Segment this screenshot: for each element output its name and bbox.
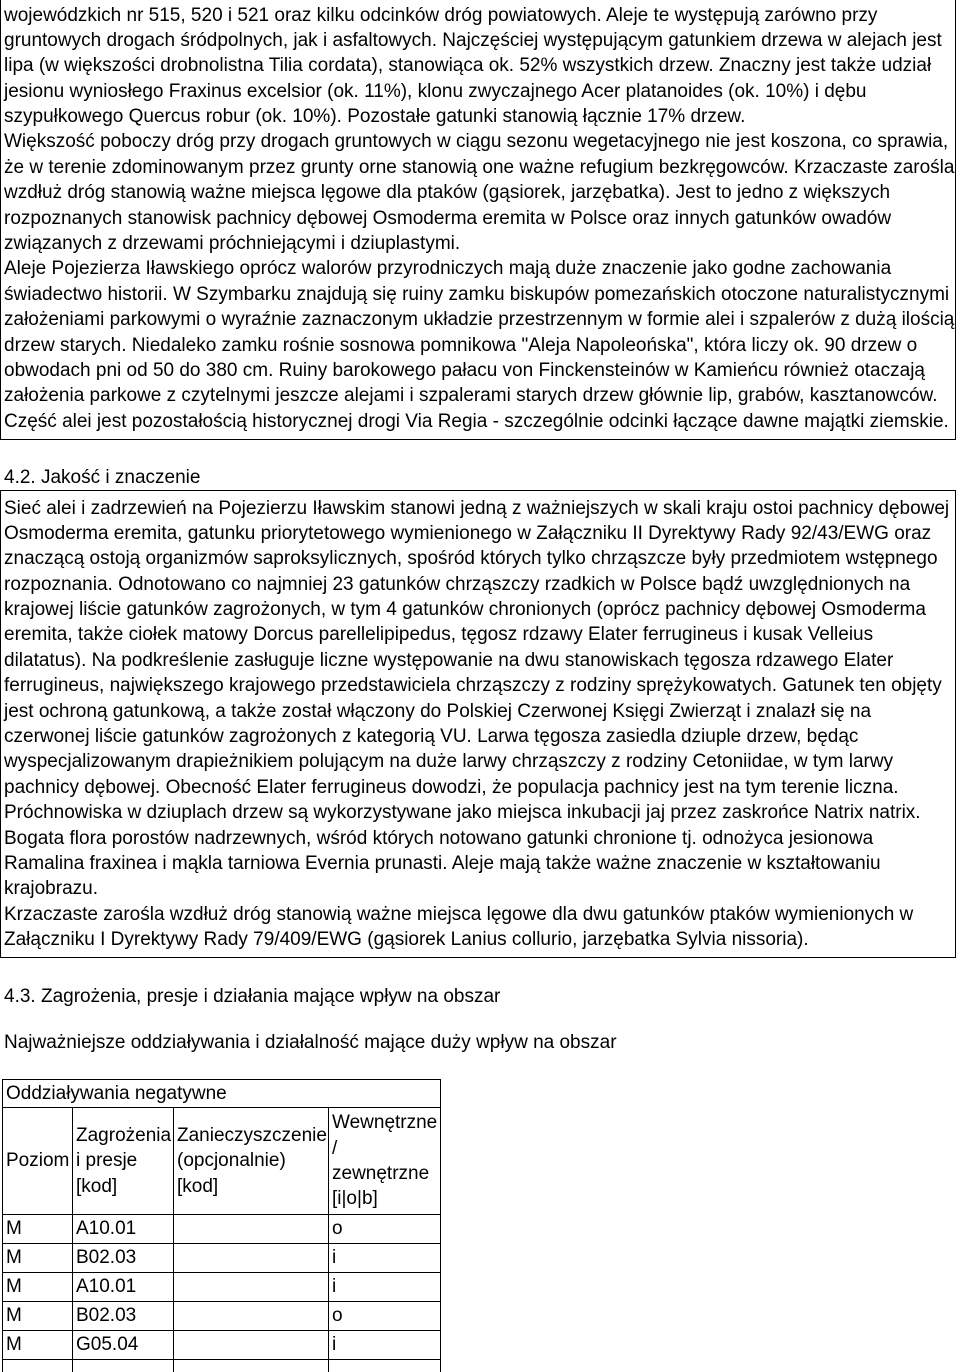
table-cell-threat-code: B02.03 bbox=[73, 1244, 174, 1273]
text-line: lipa (w większości drobnolistna Tilia cordata), stanowiąca ok. 52% wszystkich drzew. Znaczny jest także udział bbox=[4, 55, 932, 77]
table-cell-origin: i bbox=[329, 1331, 441, 1360]
table-cell-level: M bbox=[3, 1273, 73, 1302]
header-line: [kod] bbox=[177, 1175, 219, 1197]
text-line: że w terenie zdominowanym przez grunty orne stanowią one ważne refugium bezkręgowców. Krzaczaste zarośla bbox=[4, 156, 955, 178]
table-cell-level: M bbox=[3, 1331, 73, 1360]
header-line: i presje bbox=[76, 1150, 138, 1172]
table-cell-pollution-code bbox=[174, 1360, 329, 1372]
text-line: Krzaczaste zarośla wzdłuż dróg stanowią ważne miejsca lęgowe dla dwu gatunków ptaków wymienionych w bbox=[4, 903, 914, 925]
header-line: Zanieczyszczenie bbox=[177, 1124, 327, 1146]
table-caption: Oddziaływania negatywne bbox=[3, 1080, 441, 1108]
text-line: gruntowych drogach śródpolnych, jak i asfaltowych. Najczęściej występującym gatunkiem drzewa w alejach jest bbox=[4, 29, 942, 51]
text-line: Sieć alei i zadrzewień na Pojezierzu Iławskim stanowi jedną z ważniejszych w skali kraju ostoi pachnicy dębowej bbox=[4, 497, 950, 519]
text-line: ferrugineus, największego krajowego przedstawiciela chrząszczy z rodziny sprężykowatych. Gatunek ten objęty bbox=[4, 675, 942, 697]
text-line: Część alei jest pozostałością historycznej drogi Via Regia - szczególnie odcinki łączące dawne majątki ziemskie. bbox=[4, 410, 949, 432]
description-box bbox=[0, 0, 956, 440]
table-cell-origin: i bbox=[329, 1273, 441, 1302]
table-cell-threat-code: G05.04 bbox=[73, 1331, 174, 1360]
table-cell-pollution-code bbox=[174, 1273, 329, 1302]
table-cell-pollution-code bbox=[174, 1331, 329, 1360]
table-cell-level: M bbox=[3, 1244, 73, 1273]
column-header-level bbox=[3, 1108, 73, 1215]
text-line: jest ochroną gatunkową, a także został włączony do Polskiej Czerwonej Księgi Zwierząt i znalazł się na bbox=[4, 700, 872, 722]
table-row bbox=[3, 1302, 441, 1331]
table-row bbox=[3, 1244, 441, 1273]
threats-table bbox=[2, 1079, 441, 1372]
text-line: krajobrazu. bbox=[4, 878, 98, 900]
text-line: znaczącą ostoją organizmów saproksylicznych, spośród których tylko chrząszcze były przedmiotem wstępnego bbox=[4, 548, 938, 570]
text-line: czerwonej liście gatunków zagrożonych z kategorią VU. Larwa tęgosza zasiedla dziuple drzew, będąc bbox=[4, 726, 859, 748]
table-cell-pollution-code bbox=[174, 1215, 329, 1244]
header-line: [kod] bbox=[76, 1175, 118, 1197]
quality-box bbox=[0, 490, 956, 958]
header-line: Wewnętrzne bbox=[332, 1112, 438, 1134]
text-line: wyspecjalizowanym drapieżnikiem polującym na duże larwy chrząszczy z rodziny Cetoniidae, w tym larwy bbox=[4, 751, 894, 773]
text-line: pachnicy dębowej. Obecność Elater ferrugineus dowodzi, że populacja pachnicy jest na tym terenie liczna. bbox=[4, 776, 899, 798]
table-cell-origin: o bbox=[329, 1302, 441, 1331]
section-heading-threats: 4.3. Zagrożenia, presje i działania mające wpływ na obszar bbox=[4, 986, 501, 1008]
table-cell-level: M bbox=[3, 1302, 73, 1331]
text-line: związanych z drzewami próchniejącymi i dziuplastymi. bbox=[4, 233, 461, 255]
text-line: eremita, także ciołek matowy Dorcus parellelipipedus, tęgosz rdzawy Elater ferrugineus i kusak Velleius bbox=[4, 624, 874, 646]
table-row-partial bbox=[3, 1360, 441, 1372]
text-line: Większość poboczy dróg przy drogach gruntowych w ciągu sezonu wegetacyjnego nie jest koszona, co sprawia, bbox=[4, 131, 949, 153]
table-caption-row bbox=[3, 1080, 441, 1108]
text-line: dilatatus). Na podkreślenie zasługuje liczne występowanie na dwu stanowiskach tęgosza rdzawego Elater bbox=[4, 649, 894, 671]
header-line: Poziom bbox=[6, 1150, 70, 1172]
text-line: Próchnowiska w dziuplach drzew są wykorzystywane jako miejsca inkubacji jaj przez zaskrońce Natrix natrix. bbox=[4, 802, 921, 824]
text-line: rozpoznania. Odnotowano co najmniej 23 gatunków chrząszczy rzadkich w Polsce bądź uwzględnionych na bbox=[4, 573, 911, 595]
column-header-pollution bbox=[174, 1108, 329, 1215]
section-subheading-threats: Najważniejsze oddziaływania i działalność mające duży wpływ na obszar bbox=[4, 1032, 617, 1054]
text-line: obwodach pni od 50 do 380 cm. Ruiny barokowego pałacu von Finckensteinów w Kamieńcu również otaczają bbox=[4, 359, 925, 381]
table-cell-origin bbox=[329, 1360, 441, 1372]
text-line: Bogata flora porostów nadrzewnych, wśród których notowano gatunki chronione tj. odnożyca jesionowa bbox=[4, 827, 874, 849]
table-cell-threat-code: B02.03 bbox=[73, 1302, 174, 1331]
text-line: Ramalina fraxinea i mąkla tarniowa Evernia prunasti. Aleje mają także ważne znaczenie w kształtowaniu bbox=[4, 852, 881, 874]
text-line: Aleje Pojezierza Iławskiego oprócz walorów przyrodniczych mają duże znaczenie jako godne zachowania bbox=[4, 258, 892, 280]
table-cell-pollution-code bbox=[174, 1302, 329, 1331]
text-line: wojewódzkich nr 515, 520 i 521 oraz kilku odcinków dróg powiatowych. Aleje te występują zarówno przy bbox=[4, 4, 878, 26]
text-line: założeniami parkowymi o wyraźnie zaznaczonym układzie przestrzennym w formie alei i szpalerów z dużą ilością bbox=[4, 309, 955, 331]
text-line: jesionu wyniosłego Fraxinus excelsior (ok. 11%), klonu zwyczajnego Acer platanoides (ok. 10%) i dębu bbox=[4, 80, 867, 102]
text-line: wzdłuż dróg stanowią ważne miejsca lęgowe dla ptaków (gąsiorek, jarzębatka). Jest to jedno z większych bbox=[4, 182, 891, 204]
section-heading-quality: 4.2. Jakość i znaczenie bbox=[4, 467, 201, 489]
header-line: [i|o|b] bbox=[332, 1188, 378, 1210]
text-line: świadectwo historii. W Szymbarku znajdują się ruiny zamku biskupów pomezańskich otoczone naturalistycznymi bbox=[4, 283, 950, 305]
text-line: rozpoznanych stanowisk pachnicy dębowej Osmoderma eremita w Polsce oraz innych gatunków owadów bbox=[4, 207, 892, 229]
header-line: (opcjonalnie) bbox=[177, 1150, 286, 1172]
table-cell-threat-code: A10.01 bbox=[73, 1273, 174, 1302]
table-cell-origin: o bbox=[329, 1215, 441, 1244]
table-cell-level: M bbox=[3, 1215, 73, 1244]
table-header-row bbox=[3, 1108, 441, 1215]
column-header-origin bbox=[329, 1108, 441, 1215]
text-line: Załączniku I Dyrektywy Rady 79/409/EWG (gąsiorek Lanius collurio, jarzębatka Sylvia nissoria). bbox=[4, 929, 809, 951]
header-line: / bbox=[332, 1137, 338, 1159]
table-cell-origin: i bbox=[329, 1244, 441, 1273]
text-line: Osmoderma eremita, gatunku priorytetowego wymienionego w Załączniku II Dyrektywy Rady 92/43/EWG oraz bbox=[4, 522, 932, 544]
text-line: szypułkowego Quercus robur (ok. 10%). Pozostałe gatunki stanowią łącznie 17% drzew. bbox=[4, 106, 746, 128]
text-line: drzew starych. Niedaleko zamku rośnie sosnowa pomnikowa "Aleja Napoleońska", która liczy ok. 90 drzew o bbox=[4, 334, 918, 356]
table-row bbox=[3, 1215, 441, 1244]
table-row bbox=[3, 1273, 441, 1302]
header-line: Zagrożenia bbox=[76, 1124, 172, 1146]
table-cell-threat-code bbox=[73, 1360, 174, 1372]
column-header-threat bbox=[73, 1108, 174, 1215]
table-cell-level bbox=[3, 1360, 73, 1372]
header-line: zewnętrzne bbox=[332, 1163, 430, 1184]
table-cell-pollution-code bbox=[174, 1244, 329, 1273]
text-line: założenia parkowe z czytelnymi jeszcze alejami i szpalerami starych drzew głównie lip, grabów, kasztanowców. bbox=[4, 385, 938, 407]
table-cell-threat-code: A10.01 bbox=[73, 1215, 174, 1244]
table-row bbox=[3, 1331, 441, 1360]
text-line: krajowej liście gatunków zagrożonych, w tym 4 gatunków chronionych (oprócz pachnicy dębowej Osmoderma bbox=[4, 599, 926, 621]
